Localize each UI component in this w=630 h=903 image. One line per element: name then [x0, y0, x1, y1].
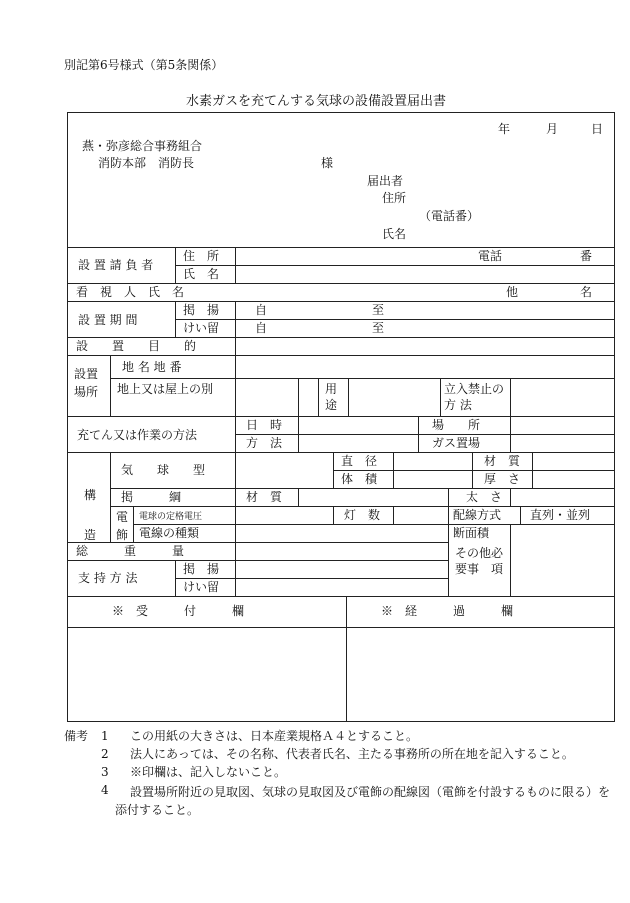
addressee-dept: 消防本部 消防長	[98, 156, 195, 170]
balloon-type-label: 気 球 型	[121, 463, 206, 477]
period-lower-label: けい留	[183, 321, 220, 335]
wiring-options: 直列・並列	[530, 508, 591, 522]
filling-method-label: 充てん又は作業の方法	[77, 428, 198, 442]
volume-label: 体 積	[341, 472, 378, 486]
period-hoist-from: 自	[255, 303, 268, 317]
diameter-label: 直 径	[341, 454, 378, 468]
lamp-count-label: 灯 数	[344, 508, 381, 522]
wiring-method-label: 配線方式	[453, 508, 502, 522]
addressee-org: 燕・弥彦総合事務組合	[82, 139, 203, 153]
filling-location-label: 場 所	[432, 418, 481, 432]
period-hoist-to: 至	[372, 303, 385, 317]
lot-number-label: 地 名 地 番	[122, 360, 182, 374]
balloon-material-label: 材 質	[484, 454, 521, 468]
hoist-rope-label: 掲 綱	[121, 490, 182, 504]
use-label: 用途	[325, 382, 338, 412]
contractor-name-label: 氏 名	[183, 267, 220, 281]
honorific: 様	[321, 156, 334, 170]
cross-section-label: 断面積	[453, 526, 490, 540]
note-4-text: 設置場所附近の見取図、気球の見取図及び電飾の配線図（電飾を付設するものに限る）を添付すること。	[115, 785, 611, 817]
note-4-num: 4	[101, 783, 109, 797]
form-title: 水素ガスを充てんする気球の設備設置届出書	[186, 94, 447, 109]
year-label: 年	[498, 122, 511, 136]
ground-or-roof-label: 地上又は屋上の別	[117, 382, 214, 396]
applicant-name-label: 氏名	[382, 227, 407, 241]
contractor-number-label: 番	[580, 249, 593, 263]
site-label: 設置場所	[74, 367, 99, 399]
note-1-text: この用紙の大きさは、日本産業規格Ａ４とすること。	[130, 729, 419, 743]
support-lower-label: けい留	[183, 580, 220, 594]
contractor-phone-label: 電話	[478, 249, 503, 263]
entry-ban-label: 立入禁止の 方 法	[444, 382, 505, 412]
applicant-address-label: 住所	[382, 191, 407, 205]
period-lower-from: 自	[255, 321, 268, 335]
balloon-thickness-label: 厚 さ	[484, 472, 521, 486]
rope-material-label: 材 質	[246, 490, 283, 504]
note-3-num: 3	[101, 765, 109, 779]
form-frame	[67, 112, 615, 722]
note-2-num: 2	[101, 747, 109, 761]
contractor-address-label: 住 所	[183, 249, 220, 263]
note-1-num: 1	[101, 729, 109, 743]
reception-label: ※ 受 付 欄	[112, 604, 245, 618]
others-label: 他	[506, 285, 519, 299]
filling-method-sub-label: 方 法	[246, 436, 283, 450]
note-3-text: ※印欄は、記入しないこと。	[130, 765, 287, 779]
rope-thickness-label: 太 さ	[466, 490, 503, 504]
watchman-label: 看 視 人 氏 名	[76, 285, 185, 299]
note-2-text: 法人にあっては、その名称、代表者氏名、主たる事務所の所在地を記入すること。	[130, 747, 574, 761]
wire-type-label: 電線の種類	[139, 526, 200, 540]
month-label: 月	[546, 122, 559, 136]
period-hoist-label: 掲 揚	[183, 303, 220, 317]
gas-storage-label: ガス置場	[432, 436, 481, 450]
day-label: 日	[591, 122, 604, 136]
form-number: 別記第6号様式（第5条関係）	[64, 58, 224, 72]
progress-label: ※ 経 過 欄	[381, 604, 514, 618]
decoration-label: 電飾	[116, 510, 129, 542]
filling-datetime-label: 日 時	[246, 418, 283, 432]
applicant-phone-label: （電話番）	[419, 209, 480, 223]
notes-label: 備考	[64, 729, 89, 743]
persons-label: 名	[580, 285, 593, 299]
support-method-label: 支 持 方 法	[78, 571, 138, 585]
period-label: 設 置 期 間	[78, 313, 138, 327]
total-weight-label: 総 重 量	[76, 544, 185, 558]
period-lower-to: 至	[372, 321, 385, 335]
structure-label: 構 造	[84, 488, 121, 542]
other-matters-label: その他必 要事 項	[454, 546, 516, 576]
purpose-label: 設 置 目 的	[76, 339, 197, 353]
contractor-label: 設 置 請 負 者	[78, 258, 154, 272]
rated-voltage-label: 電球の定格電圧	[139, 512, 203, 522]
applicant-label: 届出者	[367, 174, 404, 188]
support-hoist-label: 掲 揚	[183, 562, 220, 576]
